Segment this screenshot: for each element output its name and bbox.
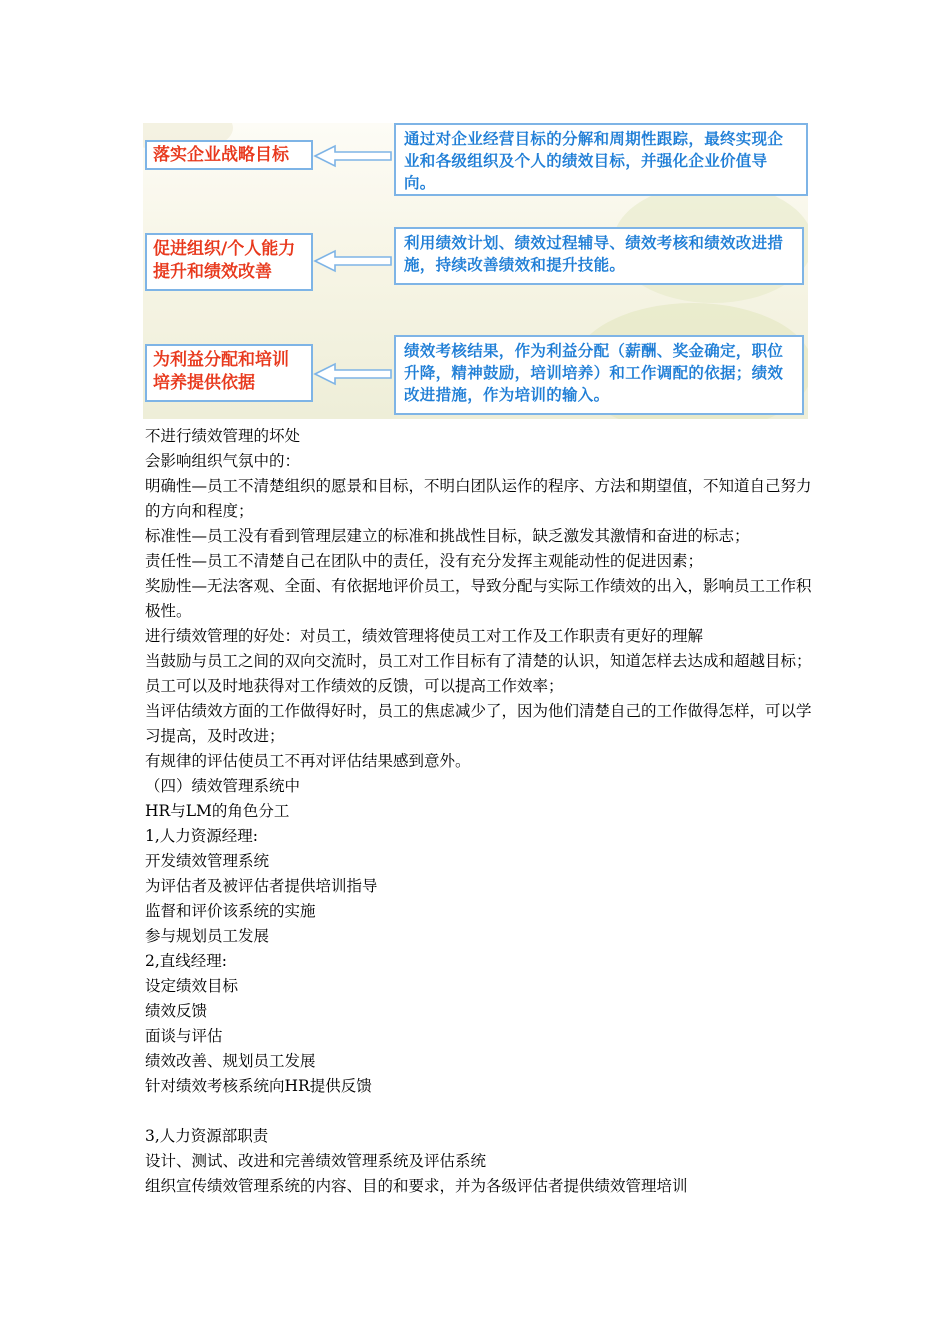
goal-description-2: 利用绩效计划、绩效过程辅导、绩效考核和绩效改进措施，持续改善绩效和提升技能。 xyxy=(394,227,804,285)
text-line: 明确性—员工不清楚组织的愿景和目标，不明白团队运作的程序、方法和期望值，不知道自己努力的方向和程度； xyxy=(145,477,812,520)
text-line: 针对绩效考核系统向HR提供反馈 xyxy=(145,1077,372,1095)
text-line: 监督和评价该系统的实施 xyxy=(145,902,316,920)
text-line: 3,人力资源部职责 xyxy=(145,1127,269,1145)
goal-label-3: 为利益分配和培训培养提供依据 xyxy=(145,344,313,402)
performance-goals-diagram xyxy=(143,123,808,419)
text-line: 员工可以及时地获得对工作绩效的反馈，可以提高工作效率； xyxy=(145,677,564,695)
document-body xyxy=(145,424,815,1199)
text-line: HR与LM的角色分工 xyxy=(145,802,290,820)
text-line: 有规律的评估使员工不再对评估结果感到意外。 xyxy=(145,752,471,770)
blank-line xyxy=(145,1099,815,1124)
text-line: 1,人力资源经理: xyxy=(145,827,259,845)
text-line: （四）绩效管理系统中 xyxy=(145,777,301,795)
text-line: 当评估绩效方面的工作做得好时，员工的焦虑减少了，因为他们清楚自己的工作做得怎样，可以学习提高，及时改进； xyxy=(145,702,812,745)
left-arrow-icon xyxy=(313,361,393,387)
goal-label-1: 落实企业战略目标 xyxy=(145,140,313,170)
text-line: 面谈与评估 xyxy=(145,1027,223,1045)
text-line: 标准性—员工没有看到管理层建立的标准和挑战性目标，缺乏激发其激情和奋进的标志； xyxy=(145,527,750,545)
text-line: 参与规划员工发展 xyxy=(145,927,270,945)
text-line: 会影响组织气氛中的： xyxy=(145,452,301,470)
goal-description-3: 绩效考核结果，作为利益分配（薪酬、奖金确定，职位升降，精神鼓励，培训培养）和工作调配的依据；绩效改进措施，作为培训的输入。 xyxy=(394,335,804,415)
text-line: 进行绩效管理的好处：对员工，绩效管理将使员工对工作及工作职责有更好的理解 xyxy=(145,627,704,645)
left-arrow-icon xyxy=(313,143,393,169)
goal-description-1: 通过对企业经营目标的分解和周期性跟踪，最终实现企业和各级组织及个人的绩效目标，并强化企业价值导向。 xyxy=(394,123,808,196)
left-arrow-icon xyxy=(313,248,393,274)
text-line: 组织宣传绩效管理系统的内容、目的和要求，并为各级评估者提供绩效管理培训 xyxy=(145,1177,688,1195)
text-line: 为评估者及被评估者提供培训指导 xyxy=(145,877,378,895)
text-line: 奖励性—无法客观、全面、有依据地评价员工，导致分配与实际工作绩效的出入，影响员工工作积极性。 xyxy=(145,577,812,620)
text-line: 设计、测试、改进和完善绩效管理系统及评估系统 xyxy=(145,1152,487,1170)
text-line: 当鼓励与员工之间的双向交流时，员工对工作目标有了清楚的认识，知道怎样去达成和超越目标； xyxy=(145,652,812,670)
text-line: 开发绩效管理系统 xyxy=(145,852,270,870)
text-line: 责任性—员工不清楚自己在团队中的责任，没有充分发挥主观能动性的促进因素； xyxy=(145,552,704,570)
text-line: 不进行绩效管理的坏处 xyxy=(145,427,301,445)
text-line: 2,直线经理: xyxy=(145,952,228,970)
goal-label-2: 促进组织/个人能力提升和绩效改善 xyxy=(145,233,313,291)
text-line: 设定绩效目标 xyxy=(145,977,239,995)
text-line: 绩效改善、规划员工发展 xyxy=(145,1052,316,1070)
text-line: 绩效反馈 xyxy=(145,1002,208,1020)
